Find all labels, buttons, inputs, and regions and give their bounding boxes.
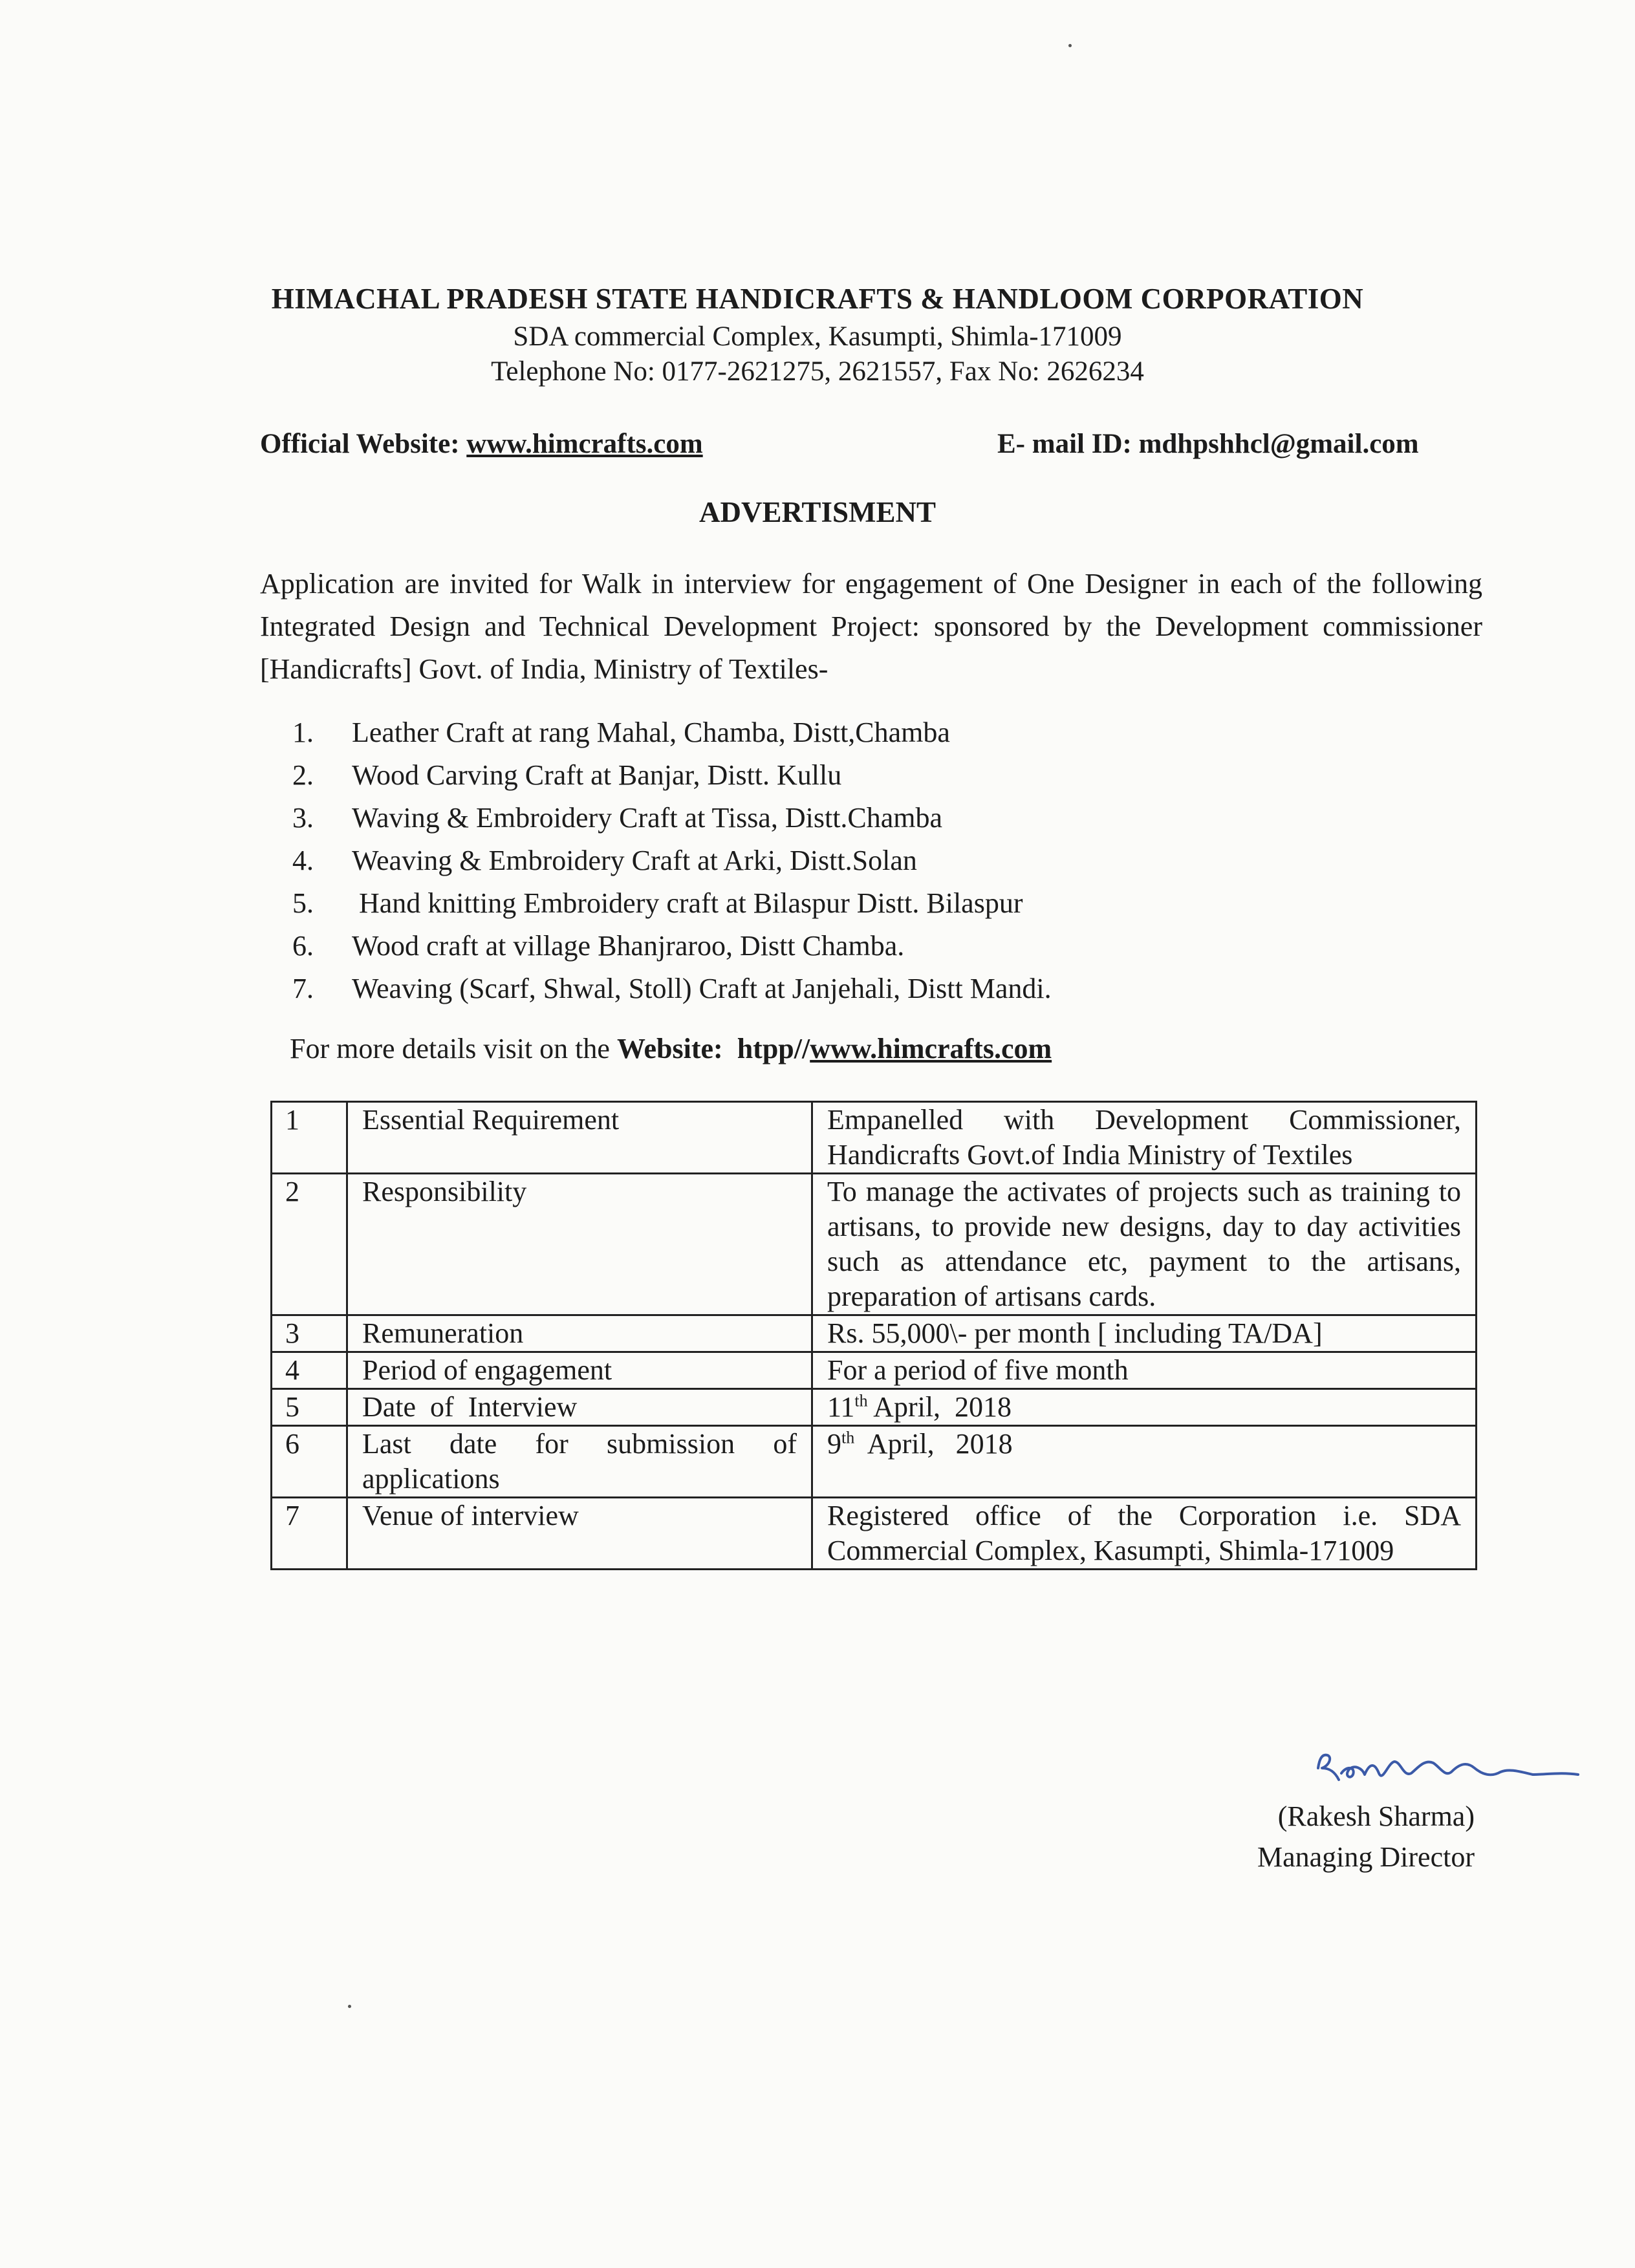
table-cell-label: Remuneration bbox=[347, 1315, 812, 1352]
intro-paragraph: Application are invited for Walk in interview for engagement of One Designer in each of the following Integrated Design and Technical Development Project: sponsored by the Development commissioner [Handicrafts] Govt. of India, Ministry of Textiles- bbox=[260, 568, 1482, 685]
table-cell-label: Essential Requirement bbox=[347, 1102, 812, 1174]
requirements-table bbox=[270, 1101, 1477, 1570]
list-text: Wood Carving Craft at Banjar, Distt. Kullu bbox=[352, 759, 842, 791]
table-row bbox=[272, 1498, 1477, 1570]
table-cell-number: 4 bbox=[272, 1352, 347, 1389]
list-number: 2. bbox=[292, 759, 314, 791]
list-item bbox=[292, 711, 1052, 754]
list-item bbox=[292, 925, 1052, 967]
list-text: Weaving & Embroidery Craft at Arki, Distt.Solan bbox=[352, 845, 917, 876]
table-cell-value: For a period of five month bbox=[812, 1352, 1477, 1389]
website-link[interactable]: www.himcrafts.com bbox=[466, 429, 703, 459]
list-number: 6. bbox=[292, 930, 314, 962]
more-details-line bbox=[290, 1032, 1052, 1065]
table-cell-number: 6 bbox=[272, 1426, 347, 1498]
advertisement-heading: ADVERTISMENT bbox=[699, 496, 936, 528]
list-text: Hand knitting Embroidery craft at Bilaspur Distt. Bilaspur bbox=[352, 887, 1023, 919]
more-details-url-prefix: htpp// bbox=[737, 1033, 810, 1064]
signatory-title: Managing Director bbox=[1257, 1841, 1475, 1873]
list-item bbox=[292, 839, 1052, 882]
table-cell-value: Rs. 55,000\- per month [ including TA/DA] bbox=[812, 1315, 1477, 1352]
table-row bbox=[272, 1426, 1477, 1498]
list-number: 7. bbox=[292, 973, 314, 1004]
list-text: Wood craft at village Bhanjraroo, Distt Chamba. bbox=[352, 930, 905, 962]
table-cell-label: Responsibility bbox=[347, 1174, 812, 1315]
date-rest: April, 2018 bbox=[854, 1428, 1013, 1460]
date-day: 9 bbox=[827, 1428, 841, 1460]
list-number: 3. bbox=[292, 802, 314, 834]
table-row bbox=[272, 1174, 1477, 1315]
list-text: Weaving (Scarf, Shwal, Stoll) Craft at Janjehali, Distt Mandi. bbox=[352, 973, 1052, 1004]
list-number: 4. bbox=[292, 845, 314, 876]
table-row bbox=[272, 1389, 1477, 1426]
more-details-link[interactable]: www.himcrafts.com bbox=[810, 1033, 1052, 1064]
table-cell-label: Date of Interview bbox=[347, 1389, 812, 1426]
table-row bbox=[272, 1315, 1477, 1352]
signatory-name: (Rakesh Sharma) bbox=[1277, 1800, 1475, 1832]
table-cell-label: Venue of interview bbox=[347, 1498, 812, 1570]
website-line bbox=[260, 428, 703, 460]
organization-telephone: Telephone No: 0177-2621275, 2621557, Fax No: 2626234 bbox=[491, 356, 1144, 387]
paper-speck bbox=[348, 2005, 351, 2008]
email-address[interactable]: mdhpshhcl@gmail.com bbox=[1138, 429, 1419, 459]
list-number: 5. bbox=[292, 887, 314, 919]
date-suffix: th bbox=[854, 1391, 868, 1410]
organization-name: HIMACHAL PRADESH STATE HANDICRAFTS & HANDLOOM CORPORATION bbox=[271, 283, 1364, 315]
website-label: Official Website: bbox=[260, 429, 467, 459]
table-cell-number: 2 bbox=[272, 1174, 347, 1315]
list-item bbox=[292, 754, 1052, 797]
email-label: E- mail ID: bbox=[997, 429, 1139, 459]
date-day: 11 bbox=[827, 1391, 855, 1423]
list-text: Leather Craft at rang Mahal, Chamba, Distt,Chamba bbox=[352, 717, 950, 748]
email-line bbox=[997, 428, 1419, 460]
table-cell-label: Period of engagement bbox=[347, 1352, 812, 1389]
table-cell-label: Last date for submission of applications bbox=[347, 1426, 812, 1498]
list-text: Waving & Embroidery Craft at Tissa, Distt.Chamba bbox=[352, 802, 943, 834]
more-details-prefix: For more details visit on the bbox=[290, 1033, 617, 1064]
table-cell-value: To manage the activates of projects such as training to artisans, to provide new designs, day to day activities such as attendance etc, payment to the artisans, preparation of artisans cards. bbox=[812, 1174, 1477, 1315]
list-item bbox=[292, 797, 1052, 839]
table-cell-number: 7 bbox=[272, 1498, 347, 1570]
table-cell-value: Registered office of the Corporation i.e. SDA Commercial Complex, Kasumpti, Shimla-171009 bbox=[812, 1498, 1477, 1570]
table-cell-number: 5 bbox=[272, 1389, 347, 1426]
list-number: 1. bbox=[292, 717, 314, 748]
list-item bbox=[292, 882, 1052, 925]
date-rest: April, 2018 bbox=[867, 1391, 1012, 1423]
table-cell-value bbox=[812, 1426, 1477, 1498]
list-item bbox=[292, 967, 1052, 1010]
table-row bbox=[272, 1102, 1477, 1174]
project-list bbox=[292, 711, 1052, 1010]
table-row bbox=[272, 1352, 1477, 1389]
table-cell-number: 1 bbox=[272, 1102, 347, 1174]
organization-address: SDA commercial Complex, Kasumpti, Shimla-171009 bbox=[513, 321, 1122, 352]
table-cell-value bbox=[812, 1389, 1477, 1426]
signature-icon bbox=[1313, 1734, 1591, 1793]
date-suffix: th bbox=[841, 1428, 855, 1447]
table-cell-number: 3 bbox=[272, 1315, 347, 1352]
more-details-label: Website: bbox=[616, 1033, 737, 1064]
table-cell-value: Empanelled with Development Commissioner, Handicrafts Govt.of India Ministry of Textiles bbox=[812, 1102, 1477, 1174]
paper-speck bbox=[1068, 44, 1072, 47]
